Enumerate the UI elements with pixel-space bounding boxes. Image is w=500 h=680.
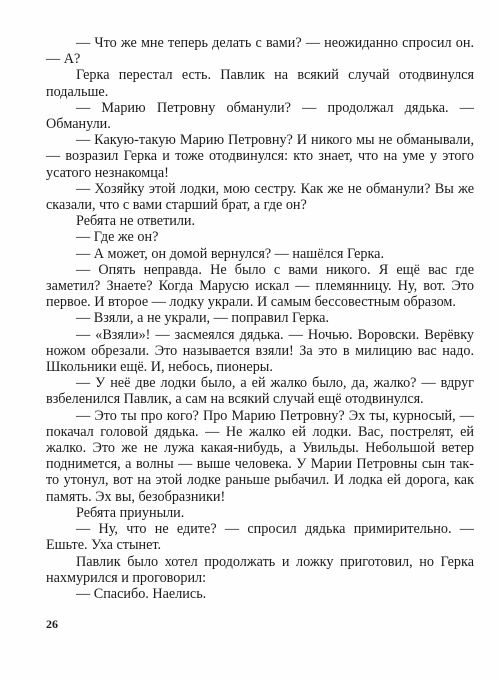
paragraph: Герка перестал есть. Павлик на всякий случай отодвинулся подальше.: [46, 67, 474, 100]
paragraph: — Хозяйку этой лодки, мою сестру. Как же не обманули? Вы же сказали, что с вами старший брат, а где он?: [46, 180, 474, 214]
paragraph: — У неё две лодки было, а ей жалко было, да, жалко? — вдруг взбеленился Павлик, а сам на всякий случай ещё отодвинулся.: [46, 375, 474, 408]
paragraph: — Опять неправда. Не было с вами никого. Я ещё вас где заметил? Знаете? Когда Марусю искал — племянницу. Ну, вот. Это первое. И второе — лодку украли. И самым бессовестным образом.: [46, 261, 474, 311]
paragraph: — Взяли, а не украли, — поправил Герка.: [76, 310, 329, 327]
paragraph: — Марию Петровну обманули? — продолжал дядька. — Обманули.: [46, 99, 474, 133]
paragraph: — «Взяли»! — засмеялся дядька. — Ночью. Воровски. Верёвку ножом обрезали. Это называется взяли! За это в милицию вас надо. Школьники ещё. И, небось, пионеры.: [46, 326, 474, 376]
page-number: 26: [46, 617, 58, 631]
paragraph: — Спасибо. Наелись.: [76, 585, 207, 602]
paragraph: — Это ты про кого? Про Марию Петровну? Эх ты, курносый, — покачал головой дядька. — Не жалко ей лодки. Вас, пострелят, ей жалко. Это же не лужа какая-нибудь, а Увильды. Небольшой ветер поднимется, а волны — выше человека. У Марии Петровны сын так-то утонул, вот на этой лодке раньше рыбачил. И лодка ей дорога, как память. Эх вы, безобразники!: [46, 407, 474, 505]
paragraph: — А может, он домой вернулся? — нашёлся Герка.: [76, 245, 385, 262]
page-text: [46, 35, 474, 602]
paragraph: — Какую-такую Марию Петровну? И никого мы не обманывали, — возразил Герка и тоже отодвинулся: кто знает, что на уме у этого усатого незнакомца!: [46, 132, 474, 181]
paragraph: — Ну, что не едите? — спросил дядька примирительно. — Ешьте. Уха стынет.: [46, 521, 474, 554]
paragraph: — Что же мне теперь делать с вами? — неожиданно спросил он. — А?: [46, 35, 474, 68]
paragraph: — Где же он?: [76, 229, 159, 246]
paragraph: Павлик было хотел продолжать и ложку приготовил, но Герка нахмурился и проговорил:: [46, 553, 474, 586]
paragraph: Ребята не ответили.: [76, 213, 196, 230]
paragraph: Ребята приуныли.: [76, 504, 185, 521]
